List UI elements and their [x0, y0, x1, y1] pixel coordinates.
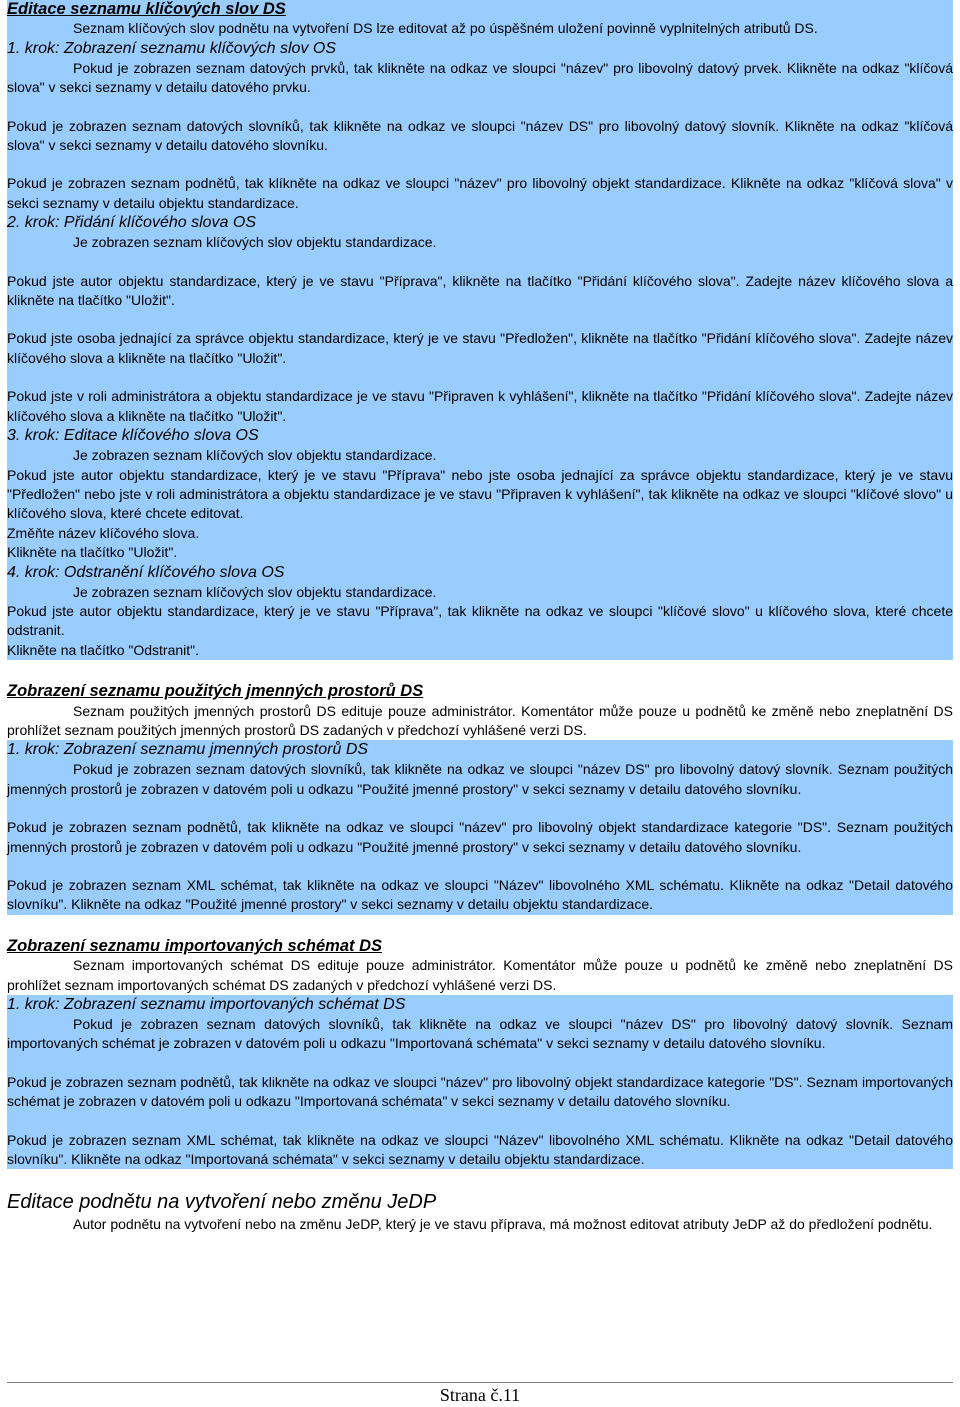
spacer	[7, 98, 953, 117]
section-title: Editace podnětu na vytvoření nebo změnu JeDP	[7, 1191, 437, 1214]
section-namespaces-steps	[7, 740, 953, 914]
paragraph: Pokud jste autor objektu standardizace, který je ve stavu "Příprava", tak klikněte na odkaz ve sloupci "klíčové slovo" u klíčového slova, které chcete odstranit.	[7, 602, 953, 639]
paragraph: Pokud je zobrazen seznam XML schémat, tak klikněte na odkaz ve sloupci "Název" libovolného XML schématu. Klikněte na odkaz "Detail datového slovníku". Klikněte na odkaz "Importovaná schémata" v sekci seznamy v detailu objektu standardizace.	[7, 1131, 953, 1168]
paragraph: Pokud je zobrazen seznam datových slovníků, tak klikněte na odkaz ve sloupci "název DS" pro libovolný datový slovník. Seznam použitých jmenných prostorů je zobrazen v datovém poli u odkazu "Použité jmenné prostory" v sekci seznamy v detailu datového slovníku.	[7, 761, 953, 797]
paragraph: Pokud jste autor objektu standardizace, který je ve stavu "Příprava", klikněte na tlačítko "Přidání klíčového slova". Zadejte název klíčového slova a klikněte na tlačítko "Uložit".	[7, 272, 953, 309]
step-heading: 2. krok: Přidání klíčového slova OS	[7, 214, 256, 232]
spacer	[7, 310, 953, 329]
section-title: Zobrazení seznamu použitých jmenných prostorů DS	[7, 682, 424, 701]
section-imported-schemas	[7, 937, 953, 995]
paragraph: Změňte název klíčového slova.	[7, 524, 200, 541]
page-footer	[7, 1382, 953, 1406]
step-heading: 1. krok: Zobrazení seznamu klíčových slov OS	[7, 39, 337, 57]
paragraph: Pokud je zobrazen seznam podnětů, tak klikněte na odkaz ve sloupci "název" pro libovolný objekt standardizace kategorie "DS". Seznam použitých jmenných prostorů je zobrazen v datovém poli u odkazu "Použité jmenné prostory" v sekci seznamy v detailu datového slovníku.	[7, 819, 953, 855]
paragraph: Je zobrazen seznam klíčových slov objektu standardizace.	[73, 234, 437, 251]
paragraph: Pokud jste osoba jednající za správce objektu standardizace, který je ve stavu "Předložen", klikněte na tlačítko "Přidání klíčového slova". Zadejte název klíčového slova a klikněte na tlačítko "Uložit".	[7, 330, 953, 366]
section-jedp	[7, 1189, 953, 1234]
paragraph: Pokud je zobrazen seznam podnětů, tak klíkněte na odkaz ve sloupci "název" pro libovolný objekt standardizace. Klikněte na odkaz "klíčová slova" v sekci seznamy v detailu objektu standardizace.	[7, 175, 953, 211]
paragraph: Pokud jste v roli administrátora a objektu standardizace je ve stavu "Připraven k vyhlášení", klikněte na tlačítko "Přidání klíčového slova". Zadejte název klíčového slova a klikněte na tlačítko "Uložit".	[7, 388, 953, 424]
paragraph: Pokud je zobrazen seznam datových prvků, tak klikněte na odkaz ve sloupci "název" pro libovolný datový prvek. Klikněte na odkaz "klíčová slova" v sekci seznamy v detailu datového prvku.	[7, 59, 953, 96]
section-imported-schemas-steps	[7, 995, 953, 1169]
section-namespaces	[7, 682, 953, 740]
section-title: Zobrazení seznamu importovaných schémat DS	[7, 936, 383, 955]
step-heading: 4. krok: Odstranění klíčového slova OS	[7, 563, 285, 581]
paragraph: Je zobrazen seznam klíčových slov objektu standardizace.	[73, 447, 437, 464]
paragraph: Klikněte na tlačítko "Odstranit".	[7, 641, 200, 658]
spacer	[7, 857, 953, 876]
spacer	[7, 799, 953, 818]
paragraph: Seznam importovaných schémat DS edituje pouze administrátor. Komentátor může pouze u podnětů ke změně nebo zneplatnění DS prohlížet seznam importovaných schémat DS zadaných v předchozí vyhlášené verzi DS.	[7, 957, 953, 993]
spacer	[7, 1112, 953, 1131]
spacer	[7, 155, 953, 174]
paragraph: Pokud je zobrazen seznam datových slovníků, tak klikněte na odkaz ve sloupci "název DS" pro libovolný datový slovník. Klikněte na odkaz "klíčová slova" v sekci seznamy v detailu datového slovníku.	[7, 117, 953, 154]
paragraph: Klikněte na tlačítko "Uložit".	[7, 544, 178, 561]
page-number: Strana č.11	[439, 1385, 521, 1405]
spacer	[7, 1054, 953, 1073]
paragraph: Pokud je zobrazen seznam podnětů, tak klikněte na odkaz ve sloupci "název" pro libovolný objekt standardizace kategorie "DS". Seznam importovaných schémat je zobrazen v datovém poli u odkazu "Importovaná schémata" v sekci seznamy v detailu datového slovníku.	[7, 1073, 953, 1110]
paragraph: Pokud je zobrazen seznam XML schémat, tak klikněte na odkaz ve sloupci "Název" libovolného XML schématu. Klikněte na odkaz "Detail datového slovníku". Klikněte na odkaz "Použité jmenné prostory" v sekci seznamy v detailu objektu standardizace.	[7, 877, 953, 913]
paragraph: Pokud je zobrazen seznam datových slovníků, tak klikněte na odkaz ve sloupci "název DS" pro libovolný datový slovník. Seznam importovaných schémat je zobrazen v datovém poli u odkazu "Importovaná schémata" v sekci seznamy v detailu datového slovníku.	[7, 1016, 953, 1052]
section-keywords	[7, 0, 953, 660]
spacer	[7, 253, 953, 272]
paragraph: Seznam klíčových slov podnětu na vytvoření DS lze editovat až po úspěšném uložení povinně vyplnitelných atributů DS.	[73, 20, 818, 37]
paragraph: Seznam použitých jmenných prostorů DS edituje pouze administrátor. Komentátor může pouze u podnětů ke změně nebo zneplatnění DS prohlížet seznam použitých jmenných prostorů DS zadaných v předchozí vyhlášené verzi DS.	[7, 702, 953, 738]
paragraph: Autor podnětu na vytvoření nebo na změnu JeDP, který je ve stavu příprava, má možnost editovat atributy JeDP až do předložení podnětu.	[73, 1216, 933, 1233]
paragraph: Je zobrazen seznam klíčových slov objektu standardizace.	[73, 583, 437, 600]
step-heading: 1. krok: Zobrazení seznamu importovaných schémat DS	[7, 996, 406, 1014]
step-heading: 3. krok: Editace klíčového slova OS	[7, 427, 259, 445]
step-heading: 1. krok: Zobrazení seznamu jmenných prostorů DS	[7, 741, 369, 759]
spacer	[7, 368, 953, 387]
paragraph: Pokud jste autor objektu standardizace, který je ve stavu "Příprava" nebo jste osoba jednající za správce objektu standardizace, který je ve stavu "Předložen" nebo jste v roli administrátora a objektu standardizace je ve stavu "Připraven k vyhlášení", tak klikněte na odkaz ve sloupci "klíčové slovo" u klíčového slova, které chcete editovat.	[7, 466, 953, 522]
section-title: Editace seznamu klíčových slov DS	[7, 0, 286, 18]
